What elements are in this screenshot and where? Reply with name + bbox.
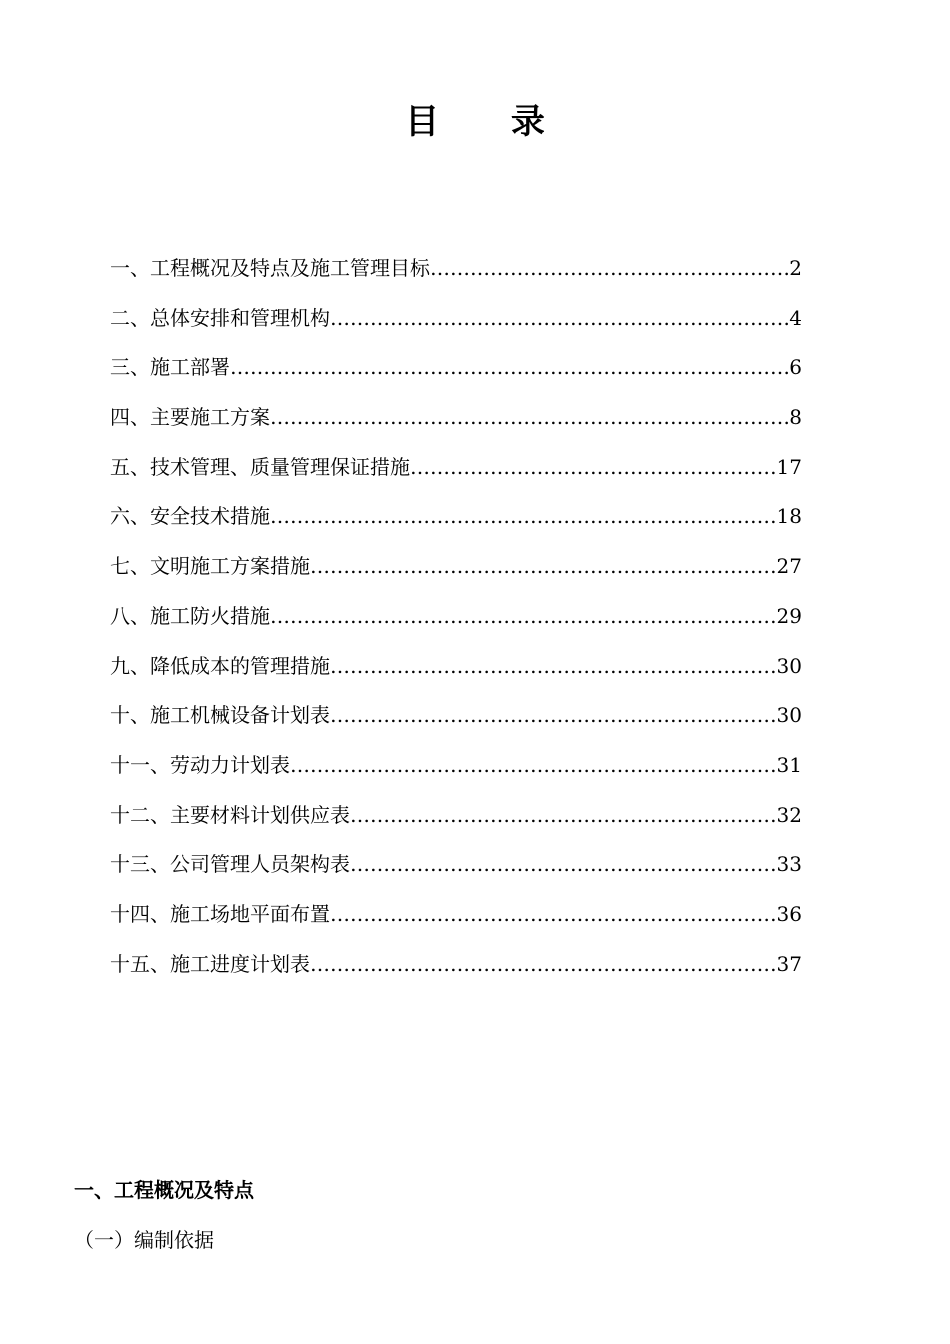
toc-dot-leader [330,896,777,932]
toc-item-label: 九、降低成本的管理措施 [110,653,330,678]
toc-item[interactable] [110,399,802,449]
toc-item-label: 七、文明施工方案措施 [110,554,310,579]
toc-item-label: 二、总体安排和管理机构 [110,305,330,330]
toc-item-label: 六、安全技术措施 [110,504,270,529]
toc-dot-leader [410,449,777,485]
toc-dot-leader [330,697,777,733]
toc-item[interactable] [110,548,802,598]
toc-list [110,250,802,995]
toc-item-label: 五、技术管理、质量管理保证措施 [110,454,410,479]
toc-item[interactable] [110,797,802,847]
toc-item[interactable] [110,697,802,747]
toc-item-label: 十三、公司管理人员架构表 [110,852,350,877]
toc-dot-leader [310,946,777,982]
toc-dot-leader [270,598,777,634]
toc-item-page: 4 [789,305,802,330]
toc-item-label: 十、施工机械设备计划表 [110,703,330,728]
toc-item[interactable] [110,449,802,499]
toc-item[interactable] [110,349,802,399]
toc-item[interactable] [110,896,802,946]
toc-item-page: 37 [776,951,802,976]
toc-item-label: 十四、施工场地平面布置 [110,901,330,926]
toc-item-label: 十一、劳动力计划表 [110,752,290,777]
toc-item[interactable] [110,846,802,896]
toc-item[interactable] [110,598,802,648]
toc-dot-leader [330,300,789,336]
toc-item-page: 30 [776,653,802,678]
toc-item-label: 十二、主要材料计划供应表 [110,802,350,827]
toc-item-page: 8 [789,405,802,430]
toc-title: 目 录 [405,102,575,142]
toc-item-label: 八、施工防火措施 [110,603,270,628]
toc-item-page: 18 [776,504,802,529]
sub-heading: （一）编制依据 [74,1228,214,1252]
toc-item[interactable] [110,747,802,797]
toc-dot-leader [270,399,789,435]
toc-dot-leader [230,349,789,385]
toc-item-label: 十五、施工进度计划表 [110,951,310,976]
toc-item-label: 四、主要施工方案 [110,405,270,430]
toc-item[interactable] [110,498,802,548]
toc-item-page: 2 [789,256,802,280]
toc-item[interactable] [110,250,802,300]
toc-item-page: 27 [776,554,802,579]
toc-item[interactable] [110,648,802,698]
toc-item-page: 30 [776,703,802,728]
toc-item[interactable] [110,300,802,350]
toc-item-page: 33 [776,852,802,877]
toc-dot-leader [330,648,777,684]
toc-item-page: 17 [776,454,802,479]
toc-dot-leader [290,747,777,783]
toc-dot-leader [350,797,777,833]
toc-item-page: 6 [789,355,802,380]
toc-item[interactable] [110,946,802,996]
toc-item-page: 32 [776,802,802,827]
toc-dot-leader [270,498,777,534]
toc-item-page: 31 [776,752,802,777]
toc-dot-leader [430,250,789,286]
toc-dot-leader [350,846,777,882]
toc-item-page: 29 [776,603,802,628]
toc-dot-leader [310,548,777,584]
toc-item-label: 三、施工部署 [110,355,230,380]
section-heading: 一、工程概况及特点 [74,1178,254,1202]
toc-item-page: 36 [776,901,802,926]
toc-item-label: 一、工程概况及特点及施工管理目标 [110,256,430,280]
